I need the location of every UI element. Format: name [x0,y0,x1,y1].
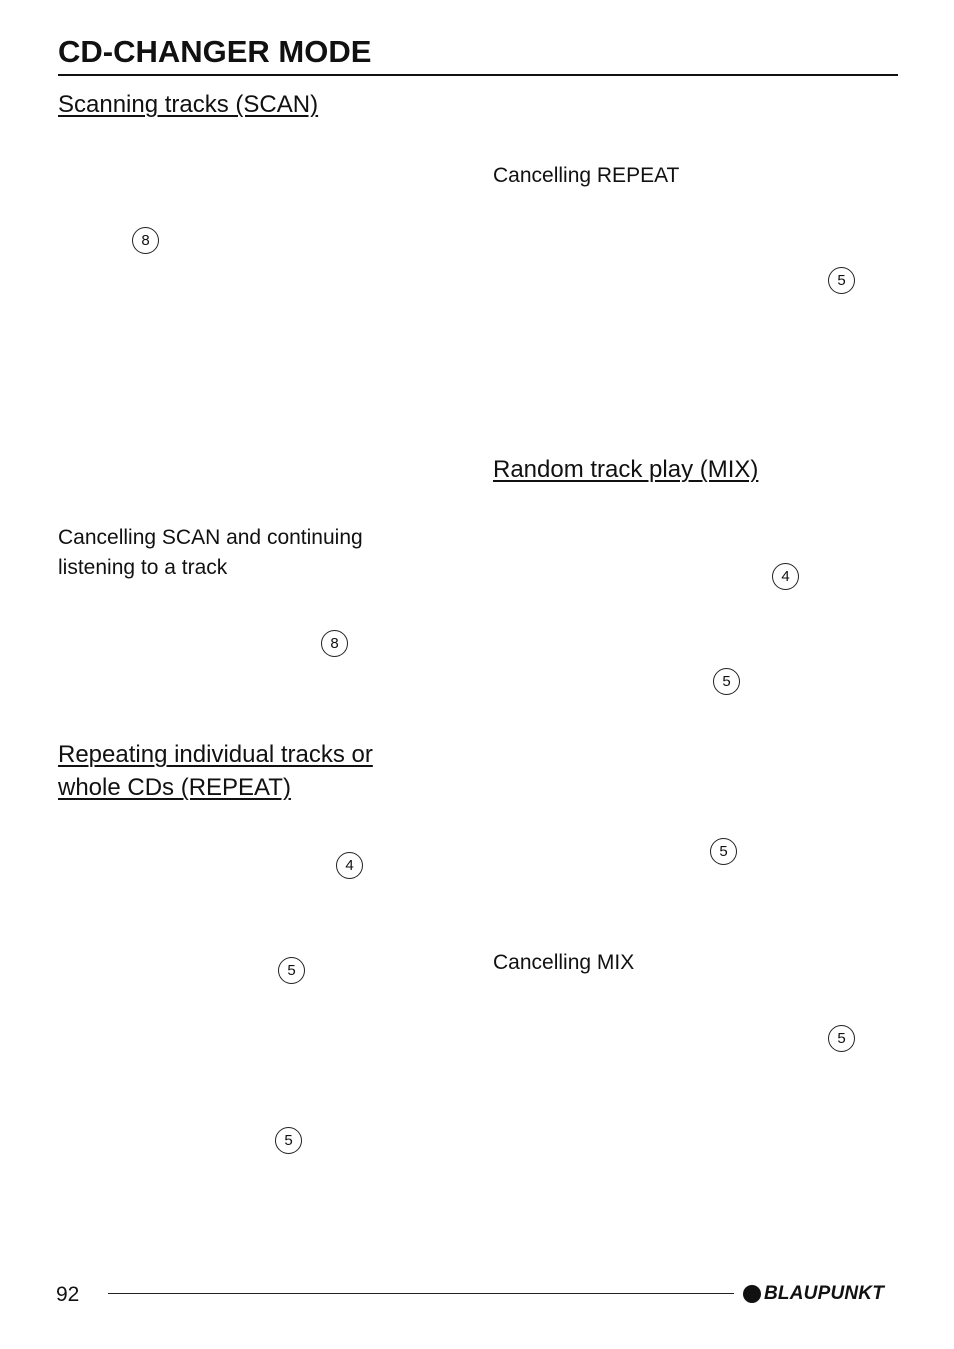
key-ref-cancel-scan: 8 [321,630,348,657]
cancel-scan-heading-line2: listening to a track [58,556,228,579]
key-ref-cancel-repeat: 5 [828,267,855,294]
key-ref-scan: 8 [132,227,159,254]
key-ref-mix-2: 5 [713,668,740,695]
repeat-heading-line2: whole CDs (REPEAT) [58,774,291,801]
mix-heading: Random track play (MIX) [493,456,759,483]
key-ref-repeat-1: 4 [336,852,363,879]
key-ref-repeat-2: 5 [278,957,305,984]
page-number: 92 [56,1283,80,1306]
key-ref-repeat-3: 5 [275,1127,302,1154]
brand-dot-icon [743,1285,761,1303]
key-ref-cancel-mix: 5 [828,1025,855,1052]
title-divider [58,74,898,76]
page-title: CD-CHANGER MODE [58,34,372,69]
scan-heading: Scanning tracks (SCAN) [58,91,319,118]
key-ref-mix-3: 5 [710,838,737,865]
key-ref-mix-1: 4 [772,563,799,590]
footer-divider [108,1293,734,1294]
cancel-scan-heading-line1: Cancelling SCAN and continuing [58,526,363,549]
brand-logo [743,1283,884,1305]
cancel-mix-heading: Cancelling MIX [493,951,635,974]
brand-wordmark: BLAUPUNKT [764,1283,885,1304]
cancel-repeat-heading: Cancelling REPEAT [493,164,680,187]
repeat-heading-line1: Repeating individual tracks or [58,741,373,768]
